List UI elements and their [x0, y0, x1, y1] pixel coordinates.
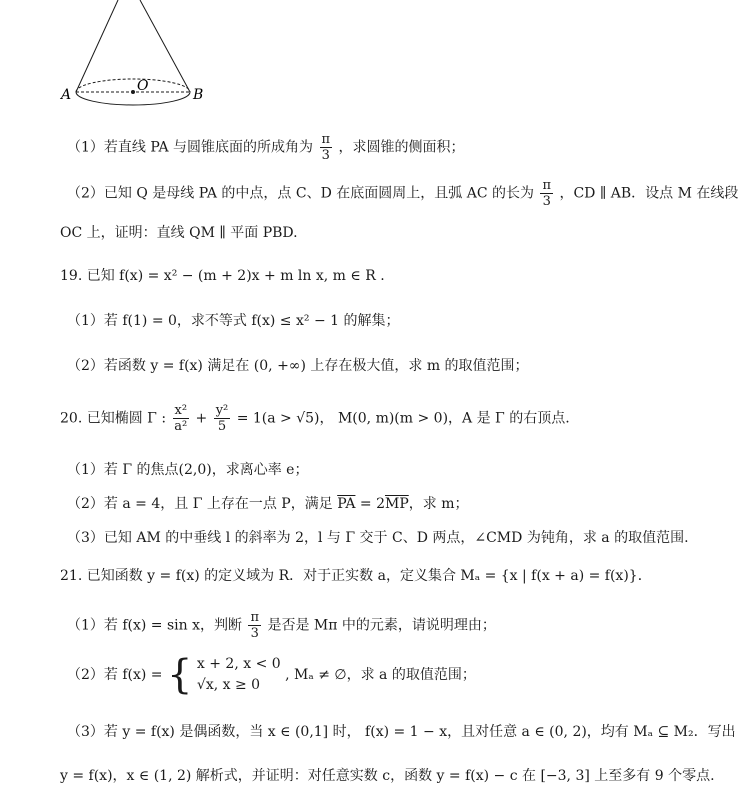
q19-part2: （2）若函数 y = f(x) 满足在 (0, +∞) 上存在极大值，求 m 的取值范围；	[67, 358, 529, 374]
fraction-pi-3: $\frac{\pi}{3}$	[542, 178, 551, 209]
q19-part1: （1）若 f(1) = 0，求不等式 f(x) ≤ x² − 1 的解集；	[67, 313, 400, 329]
vector-mp: $\overline{MP}$	[384, 496, 409, 512]
q20-part2: （2）若 a = 4，且 Γ 上存在一点 P，满足 $\overline{PA} = 2\overline{MP}$，求 m；	[67, 496, 469, 512]
q21-part3-line2: y = f(x)，x ∈ (1, 2) 解析式，并证明：对任意实数 c，函数 y = f(x) − c 在 [−3, 3] 上至多有 9 个零点.	[60, 768, 715, 784]
fraction-pi-3: $\frac{\pi}{3}$	[250, 610, 260, 641]
label-a: A	[61, 87, 72, 103]
center-point-o	[131, 90, 135, 94]
q20-part3: （3）已知 AM 的中垂线 l 的斜率为 2，l 与 Γ 交于 C、D 两点，∠CMD 为钝角，求 a 的取值范围.	[67, 530, 689, 546]
q18-part2-continued: OC 上，证明：直线 QM ∥ 平面 PBD.	[60, 225, 298, 241]
q21-stem: 21. 已知函数 y = f(x) 的定义域为 R．对于正实数 a，定义集合 Mₐ = {x | f(x + a) = f(x)}．	[60, 568, 652, 584]
label-b: B	[193, 87, 204, 103]
label-o: O	[137, 78, 149, 94]
vector-pa: $\overline{PA}$	[337, 496, 356, 512]
q20-part1: （1）若 Γ 的焦点(2,0)，求离心率 e；	[67, 462, 309, 478]
q21-part2: （2）若 f(x) = { x + 2, x < 0 √x, x ≥ 0 , Mₐ ≠ ∅，求 a 的取值范围；	[67, 652, 476, 698]
cone-figure	[55, 0, 255, 110]
cone-slant-left	[76, 0, 118, 92]
q18-part2: （2）已知 Q 是母线 PA 的中点，点 C、D 在底面圆周上，且弧 AC 的长为 $\frac{\pi}{3}$ ，CD ∥ AB．设点 M 在线段	[67, 178, 739, 209]
q21-part1: （1）若 f(x) = sin x，判断 $\frac{\pi}{3}$ 是否是 Mπ 中的元素，请说明理由；	[67, 610, 496, 641]
q19-stem: 19. 已知 f(x) = x² − (m + 2)x + m ln x, m ∈ R .	[60, 268, 385, 284]
piecewise-brace: {	[167, 652, 193, 698]
q21-part3-line1: （3）若 y = f(x) 是偶函数，当 x ∈ (0,1] 时， f(x) = 1 − x，且对任意 a ∈ (0, 2)，均有 Mₐ ⊆ M₂．写出	[67, 724, 736, 740]
piecewise-cases: x + 2, x < 0 √x, x ≥ 0	[196, 656, 281, 693]
fraction-y2-5: $\frac{\text{y²}}{5}$	[215, 403, 229, 434]
q20-stem: 20. 已知椭圆 Γ : $\frac{\text{x²}}{\text{a²}}$ + $\frac{\text{y²}}{5}$ = 1(a > √5)， M(0, m)(m > 0)，A 是 Γ 的右顶点.	[60, 403, 570, 434]
fraction-pi-3: $\frac{\pi}{3}$	[321, 132, 331, 163]
fraction-x2-a2: $\frac{\text{x²}}{\text{a²}}$	[174, 403, 188, 434]
q18-part1: （1）若直线 PA 与圆锥底面的所成角为 $\frac{\pi}{3}$ ，求圆锥的侧面积；	[67, 132, 465, 163]
